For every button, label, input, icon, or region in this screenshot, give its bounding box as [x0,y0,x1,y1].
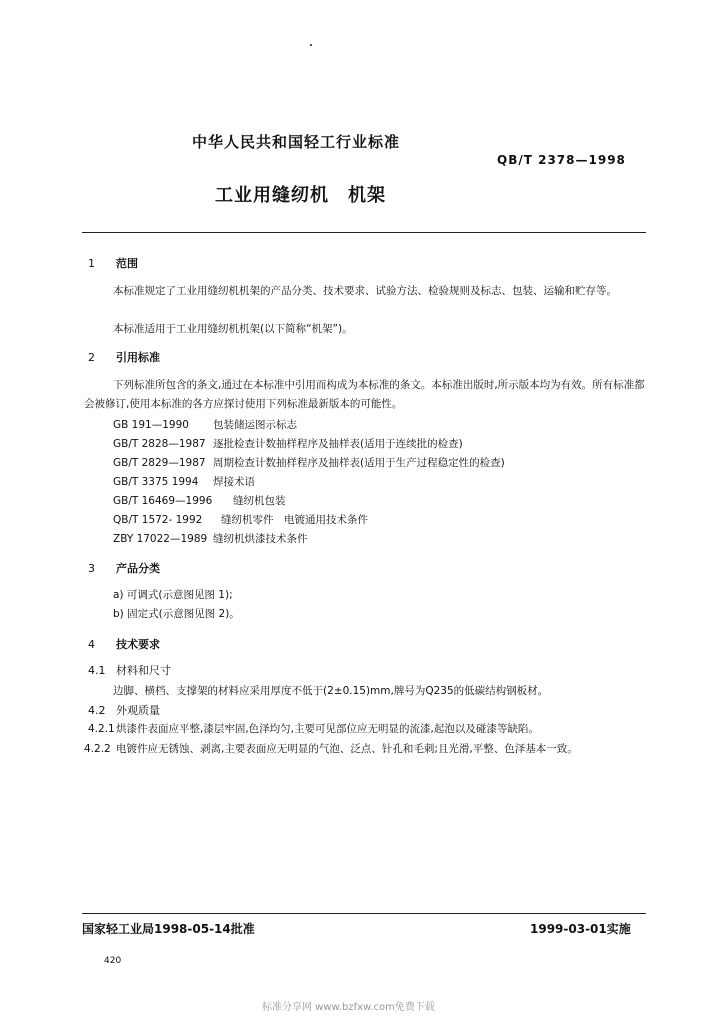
section-number: 2 [88,351,95,364]
reference-item [113,512,368,527]
section-1-paragraph-1: 本标准规定了工业用缝纫机机架的产品分类、技术要求、试验方法、检验规则及标志、包装、运输和贮存等。 [113,285,617,297]
section-title: 引用标准 [116,351,160,364]
reference-code: GB 191—1990 [113,419,189,431]
implementation-date: 1999-03-01实施 [530,922,631,936]
approval-line: 国家轻工业局1998-05-14批准 [82,922,255,936]
section-number: 4 [88,638,95,651]
subsection-text: 电镀件应无锈蚀、剥离,主要表面应无明显的气泡、泛点、针孔和毛刺;且光滑,平整、色泽基本一致。 [116,743,578,755]
reference-title: 缝纫机烘漆技术条件 [213,533,308,545]
reference-item [113,474,255,489]
section-3-heading [88,560,160,576]
section-number: 3 [88,562,95,575]
reference-item [113,455,505,470]
footer-divider [82,913,646,914]
standard-code: QB/T 2378—1998 [497,153,626,167]
scan-speck [310,44,312,46]
reference-title: 包装储运图示标志 [213,419,297,431]
reference-item [113,436,463,451]
reference-title: 缝纫机包装 [233,495,286,507]
section-1-heading [88,255,138,271]
section-2-heading [88,349,160,365]
section-2-paragraph: 下列标准所包含的条文,通过在本标准中引用而构成为本标准的条文。本标准出版时,所示版本均为有效。所有标准都会被修订,使用本标准的各方应探讨使用下列标准最新版本的可能性。 [84,379,645,410]
issuing-body-title: 中华人民共和国轻工行业标准 [192,133,401,151]
reference-code: GB/T 16469—1996 [113,495,213,507]
reference-title: 周期检查计数抽样程序及抽样表(适用于生产过程稳定性的检查) [213,457,505,469]
section-number: 1 [88,257,95,270]
reference-code: ZBY 17022—1989 [113,533,208,545]
subsection-number: 4.2 [88,704,106,717]
subsection-number: 4.2.2 [84,743,111,755]
subsection-title: 外观质量 [116,704,160,717]
page-number: 420 [104,956,122,966]
subsection-4-1-text: 边脚、横档、支撑架的材料应采用厚度不低于(2±0.15)mm,牌号为Q235的低碳结构钢板材。 [113,685,549,697]
subsection-4-1-heading [88,662,171,678]
reference-item [113,531,308,546]
classification-item-b: b) 固定式(示意图见图 2)。 [113,608,240,620]
subsection-number: 4.1 [88,664,106,677]
document-title: 工业用缝纫机 机架 [215,185,386,206]
reference-title: 逐批检查计数抽样程序及抽样表(适用于连续批的检查) [213,438,463,450]
reference-item [113,417,297,432]
classification-item-a: a) 可调式(示意图见图 1); [113,589,233,601]
subsection-4-2-1 [88,721,539,736]
reference-code: GB/T 2829—1987 [113,457,206,469]
section-title: 产品分类 [116,562,160,575]
reference-title: 缝纫机零件 电镀通用技术条件 [221,514,368,526]
section-title: 范围 [116,257,138,270]
reference-code: GB/T 3375 1994 [113,476,199,488]
subsection-4-2-2 [84,740,646,759]
site-watermark: 标准分享网 www.bzfxw.com免费下载 [262,1002,435,1013]
section-1-paragraph-2: 本标准适用于工业用缝纫机机架(以下简称“机架”)。 [113,323,353,335]
header-divider [82,232,646,233]
subsection-text: 烘漆件表面应平整,漆层牢固,色泽均匀,主要可见部位应无明显的流漆,起泡以及碰漆等缺陷。 [116,723,539,735]
reference-title: 焊接术语 [213,476,255,488]
reference-code: GB/T 2828—1987 [113,438,206,450]
subsection-number: 4.2.1 [88,723,115,735]
reference-code: QB/T 1572- 1992 [113,514,203,526]
section-4-heading [88,636,160,652]
subsection-4-2-heading [88,702,160,718]
reference-item [113,493,286,508]
section-title: 技术要求 [116,638,160,651]
subsection-title: 材料和尺寸 [116,664,171,677]
